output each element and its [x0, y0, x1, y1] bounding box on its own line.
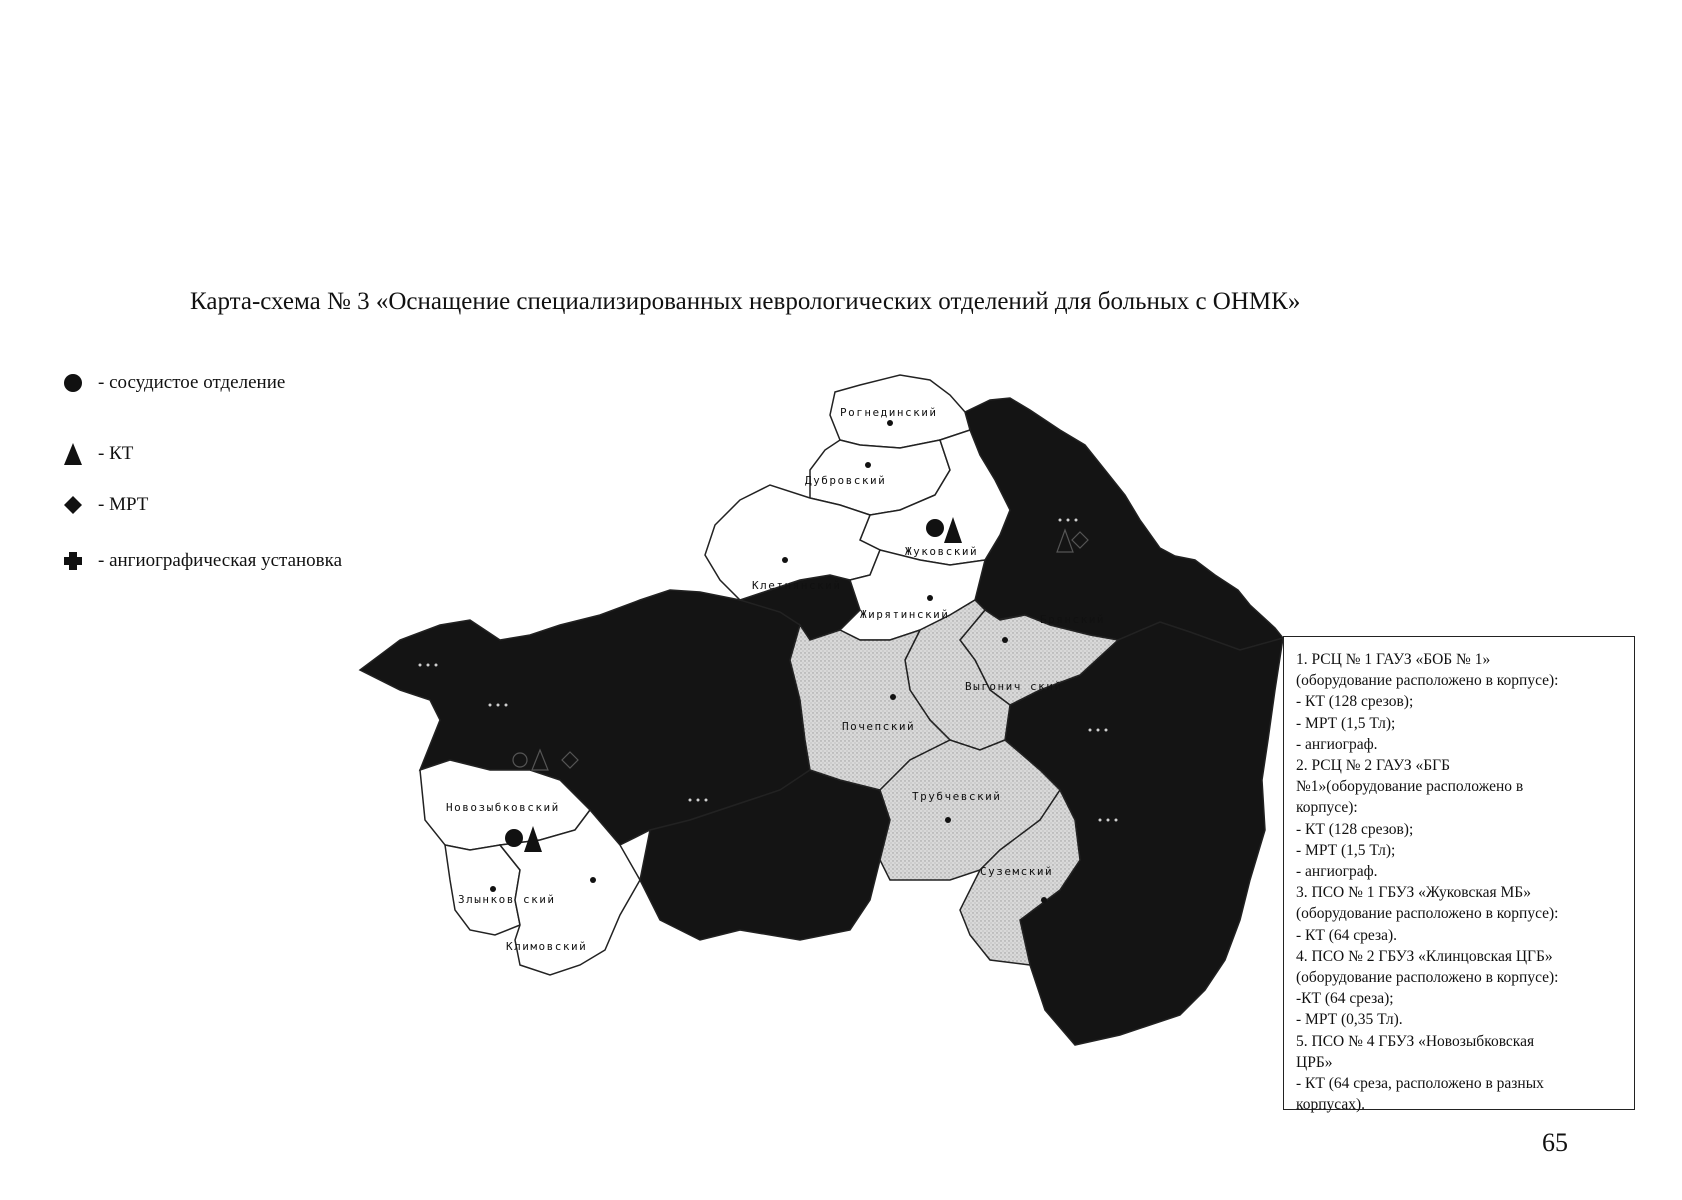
legend-label: - ангиографическая установка — [98, 550, 343, 571]
legend-label: - МРТ — [98, 494, 149, 515]
equipment-info-box — [1283, 636, 1635, 1114]
info-line: 4. ПСО № 2 ГБУЗ «Клинцовская ЦГБ» — [1296, 947, 1553, 965]
info-line: - ангиограф. — [1296, 863, 1378, 881]
legend-label: - КТ — [98, 443, 134, 464]
info-line: -КТ (64 среза); — [1296, 990, 1394, 1008]
district-label: Суземский — [980, 865, 1054, 878]
info-line: (оборудование расположено в корпусе): — [1296, 672, 1559, 690]
district-label: Дубровский — [805, 474, 887, 487]
info-line: - КТ (64 среза, расположено в разных — [1296, 1075, 1544, 1093]
district-label: Клетнянский — [752, 579, 842, 592]
info-line: 3. ПСО № 1 ГБУЗ «Жуковская МБ» — [1296, 884, 1531, 902]
district-label: Почепский — [842, 720, 916, 733]
district-label: Злынков ский — [458, 893, 556, 906]
info-line: - КТ (128 срезов); — [1296, 693, 1414, 711]
info-line: - КТ (64 среза). — [1296, 926, 1397, 944]
district-label: Жуковский — [905, 545, 979, 558]
info-line: 1. РСЦ № 1 ГАУЗ «БОБ № 1» — [1296, 651, 1491, 668]
circle-icon — [926, 519, 944, 537]
info-line: 5. ПСО № 4 ГБУЗ «Новозыбковская — [1296, 1032, 1535, 1050]
info-line: №1»(оборудование расположено в — [1296, 778, 1524, 796]
district-label: Новозыбковский — [446, 801, 560, 814]
district-label: Жирятинский — [860, 608, 950, 621]
info-line: - МРТ (1,5 Тл); — [1296, 841, 1396, 859]
info-line: (оборудование расположено в корпусе): — [1296, 905, 1559, 923]
info-line: - КТ (128 срезов); — [1296, 820, 1414, 838]
district-zlynkovsky — [445, 845, 520, 935]
info-line: корпусе): — [1296, 799, 1358, 817]
district-label: Трубчевский — [912, 790, 1002, 803]
info-line: - МРТ (0,35 Тл). — [1296, 1011, 1403, 1029]
map-title: Карта-схема № 3 «Оснащение специализированных неврологических отделений для больных с ОНМК» — [190, 288, 1301, 315]
info-line: - ангиограф. — [1296, 735, 1378, 753]
info-line: - МРТ (1,5 Тл); — [1296, 714, 1396, 732]
page-number: 65 — [1542, 1128, 1568, 1157]
legend-label: - сосудистое отделение — [98, 372, 286, 393]
info-line: (оборудование расположено в корпусе): — [1296, 969, 1559, 987]
district-label: Брянский — [1040, 613, 1105, 626]
info-line: ЦРБ» — [1296, 1053, 1333, 1071]
info-line: корпусах). — [1296, 1096, 1366, 1114]
circle-icon — [505, 829, 523, 847]
district-label: Рогнединский — [840, 406, 938, 419]
district-label: Климовский — [506, 940, 588, 953]
district-label: Выгонич ский — [965, 680, 1063, 693]
info-line: 2. РСЦ № 2 ГАУЗ «БГБ — [1296, 757, 1451, 775]
